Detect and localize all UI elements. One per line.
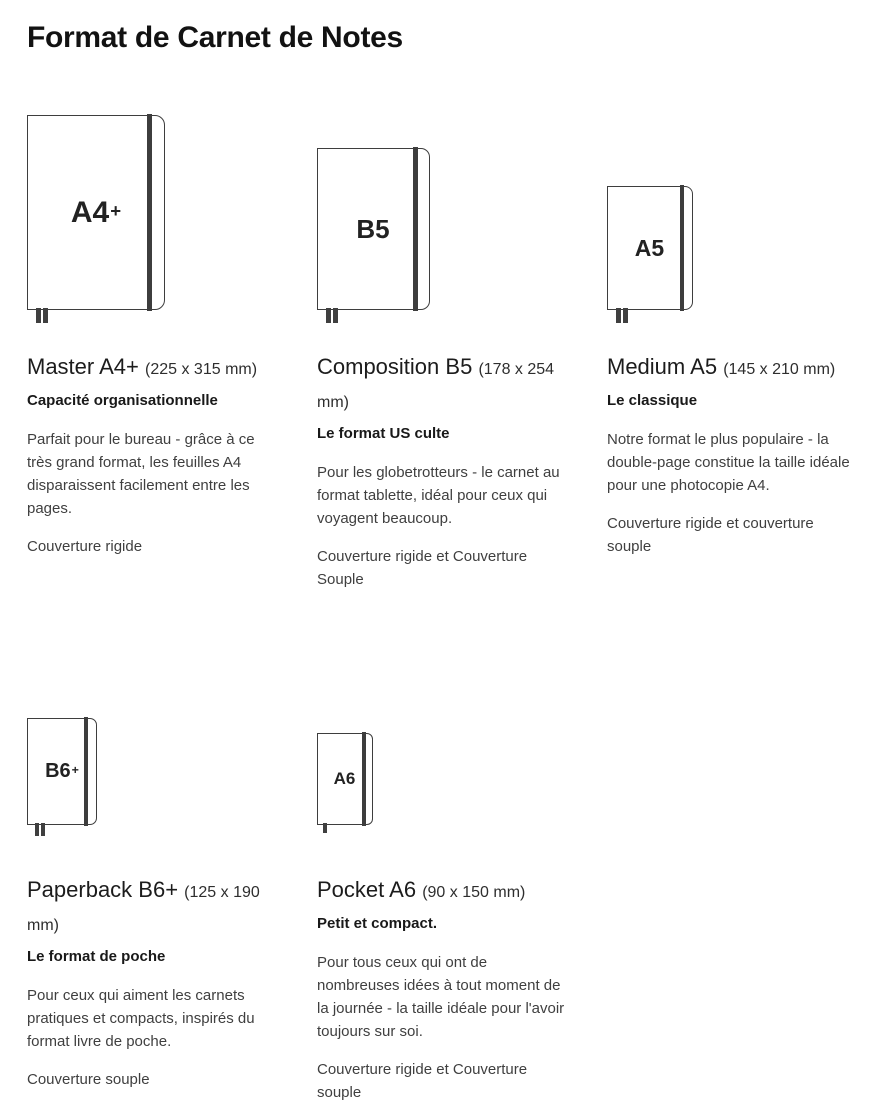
- notebook-dimensions: (145 x 210 mm): [723, 361, 836, 378]
- notebook-description: Pour tous ceux qui ont de nombreuses idées à tout moment de la journée - la taille idéale pour l'avoir toujours sur soi.: [317, 954, 565, 1040]
- notebook-subtitle: Petit et compact.: [317, 915, 438, 932]
- bookmark-ribbon: [623, 308, 628, 323]
- notebook-illustration-a6: [317, 733, 373, 825]
- bookmark-ribbon: [35, 823, 39, 836]
- bookmark-ribbon: [333, 308, 338, 323]
- notebook-illustration-area: [317, 715, 572, 838]
- notebook-card-a5: [607, 100, 862, 715]
- notebook-cover-options: Couverture rigide: [27, 538, 143, 555]
- bookmark-ribbon: [43, 308, 48, 323]
- notebook-subtitle: Le format de poche: [27, 948, 166, 965]
- notebook-illustration-area: [27, 715, 282, 838]
- elastic-band: [680, 185, 684, 311]
- notebook-dimensions: (125 x 190 mm): [27, 884, 260, 934]
- notebook-illustration-area: [27, 100, 282, 323]
- notebook-subtitle: Le classique: [607, 392, 698, 409]
- elastic-band: [362, 732, 366, 826]
- bookmark-ribbon: [36, 308, 41, 323]
- notebook-cover-options: Couverture souple: [27, 1071, 150, 1088]
- notebook-illustration-a4plus: [27, 115, 165, 310]
- elastic-band: [413, 147, 418, 311]
- page-title: Format de Carnet de Notes: [27, 21, 403, 54]
- bookmark-ribbon: [323, 823, 327, 833]
- notebook-format-label: B5: [356, 213, 390, 244]
- notebook-format-label: B6+: [45, 760, 79, 782]
- notebook-title: Paperback B6+ (125 x 190 mm): [27, 877, 260, 934]
- notebook-subtitle: Capacité organisationnelle: [27, 392, 218, 409]
- notebook-illustration-area: [317, 100, 572, 323]
- notebook-card-a6: [317, 715, 572, 1104]
- notebook-formats-grid: [27, 100, 862, 1104]
- notebook-format-label: A5: [634, 234, 665, 261]
- notebook-title: Master A4+ (225 x 315 mm): [27, 354, 258, 379]
- notebook-card-b5: [317, 100, 572, 715]
- notebook-title: Composition B5 (178 x 254 mm): [317, 354, 555, 411]
- notebook-cover-options: Couverture rigide et Couverture Souple: [317, 548, 528, 588]
- notebook-title: Pocket A6 (90 x 150 mm): [317, 877, 526, 902]
- notebook-format-label: A4+: [70, 195, 122, 229]
- bookmark-ribbon: [326, 308, 331, 323]
- notebook-description: Pour les globetrotteurs - le carnet au format tablette, idéal pour ceux qui voyagent beaucoup.: [317, 464, 560, 527]
- notebook-dimensions: (90 x 150 mm): [422, 884, 526, 901]
- notebook-description: Parfait pour le bureau - grâce à ce très grand format, les feuilles A4 disparaissent facilement entre les pages.: [27, 431, 255, 517]
- notebook-card-b6plus: [27, 715, 282, 1104]
- bookmark-ribbon: [616, 308, 621, 323]
- notebook-description: Pour ceux qui aiment les carnets pratiques et compacts, inspirés du format livre de poche.: [27, 987, 255, 1050]
- notebook-dimensions: (178 x 254 mm): [317, 361, 555, 411]
- notebook-cover-options: Couverture rigide et couverture souple: [607, 515, 814, 555]
- bookmark-ribbon: [41, 823, 45, 836]
- notebook-dimensions: (225 x 315 mm): [145, 361, 258, 378]
- notebook-title: Medium A5 (145 x 210 mm): [607, 354, 836, 379]
- notebook-format-label: A6: [333, 769, 356, 788]
- notebook-illustration-b6plus: [27, 718, 97, 825]
- notebook-illustration-a5: [607, 186, 693, 310]
- plus-sign: +: [71, 763, 79, 778]
- notebook-illustration-area: [607, 100, 862, 323]
- notebook-cover-options: Couverture rigide et Couverture souple: [317, 1061, 528, 1101]
- notebook-illustration-b5: [317, 148, 430, 310]
- notebook-subtitle: Le format US culte: [317, 425, 450, 442]
- notebook-description: Notre format le plus populaire - la double-page constitue la taille idéale pour une photocopie A4.: [607, 431, 850, 494]
- notebook-card-a4plus: [27, 100, 282, 715]
- elastic-band: [84, 717, 88, 826]
- elastic-band: [147, 114, 152, 311]
- plus-sign: +: [110, 200, 122, 222]
